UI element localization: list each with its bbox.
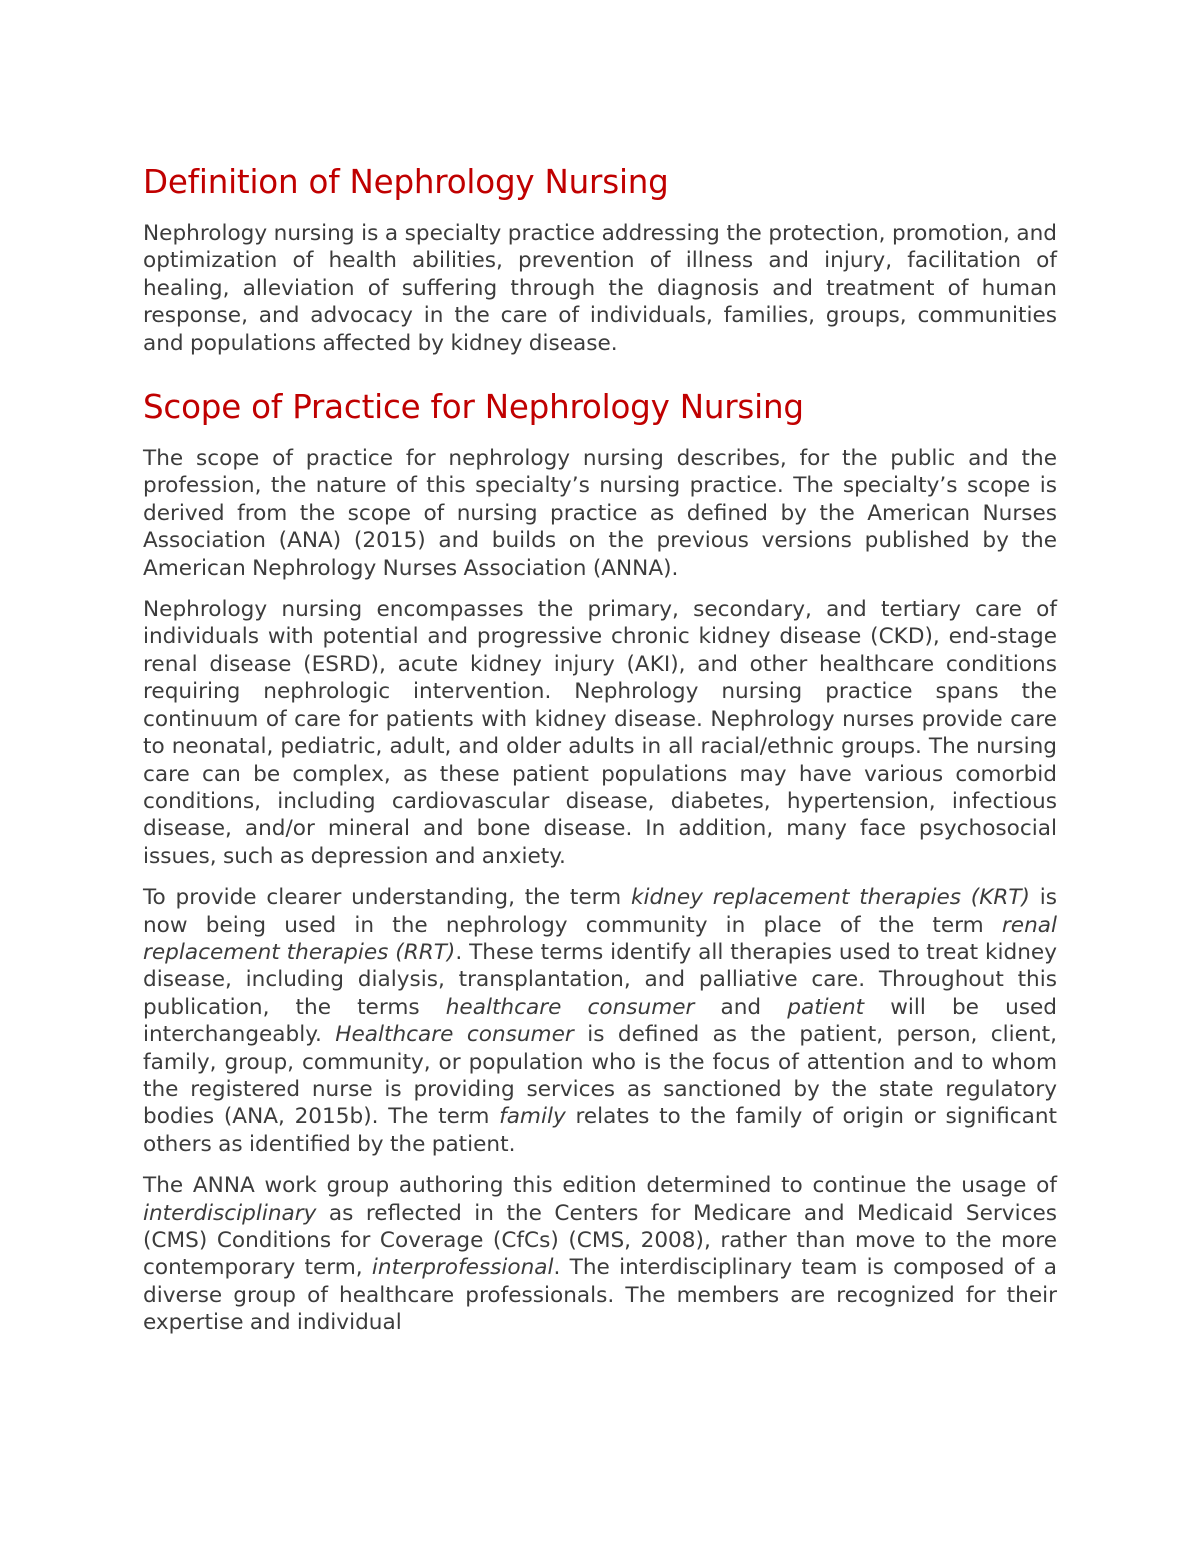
heading-scope: Scope of Practice for Nephrology Nursing bbox=[143, 388, 804, 427]
text-run: . These terms identify all therapies used to treat kidney disease, including dialysis, transplantation, and palliative care. Throughout this publication, the terms bbox=[143, 939, 1057, 1020]
document-body bbox=[143, 160, 1057, 1351]
term-krt: kidney replacement therapies (KRT) bbox=[630, 885, 1030, 911]
text-run: as reflected in the Centers for Medicare and Medicaid Services (CMS) Conditions for Coverage (CfCs) (CMS, 2008), rather than move to the more contemporary term, bbox=[143, 1200, 1057, 1281]
text-run: To provide clearer understanding, the term bbox=[143, 885, 631, 911]
paragraph-definition: Nephrology nursing is a specialty practice addressing the protection, promotion, and optimization of health abilities, prevention of illness and injury, facilitation of healing, alleviation of suffering through the diagnosis and treatment of human response, and advocacy in the care of individuals, families, groups, communities and populations affected by kidney disease. bbox=[143, 221, 1057, 356]
text-run: and bbox=[694, 994, 788, 1020]
term-healthcare-consumer-2: Healthcare consumer bbox=[335, 1022, 574, 1048]
heading-definition: Definition of Nephrology Nursing bbox=[143, 163, 669, 201]
term-family: family bbox=[499, 1104, 566, 1130]
term-healthcare-consumer: healthcare consumer bbox=[445, 994, 695, 1020]
text-run: is now being used in the nephrology community in place of the term bbox=[143, 885, 1057, 938]
text-run: The ANNA work group authoring this edition determined to continue the usage of bbox=[143, 1173, 1057, 1199]
paragraph-scope-3 bbox=[143, 884, 1057, 1158]
paragraph-scope-4 bbox=[143, 1172, 1057, 1336]
paragraph-scope-2: Nephrology nursing encompasses the primary, secondary, and tertiary care of individuals with potential and progressive chronic kidney disease (CKD), end-stage renal disease (ESRD), acute kidney injury (AKI), and other healthcare conditions requiring nephrologic intervention. Nephrology nursing practice spans the continuum of care for patients with kidney disease. Nephrology nurses provide care to neonatal, pediatric, adult, and older adults in all racial/ethnic groups. The nursing care can be complex, as these patient populations may have various comorbid conditions, including cardiovascular disease, diabetes, hypertension, infectious disease, and/or mineral and bone disease. In addition, many face psychosocial issues, such as depression and anxiety. bbox=[143, 597, 1057, 869]
text-run: is defined as the patient, person, client, family, group, community, or population who is the focus of attention and to whom the registered nurse is providing services as sanctioned by the state regulatory bodies (ANA, 2015b). The term bbox=[143, 1022, 1057, 1130]
term-rrt: renal replacement therapies (RRT) bbox=[143, 912, 1057, 965]
term-patient: patient bbox=[787, 994, 865, 1020]
term-interprofessional: interprofessional bbox=[371, 1255, 554, 1281]
text-run: relates to the family of origin or significant others as identified by the patient. bbox=[143, 1104, 1057, 1157]
text-run: will be used interchangeably. bbox=[143, 994, 1058, 1048]
term-interdisciplinary: interdisciplinary bbox=[143, 1200, 317, 1226]
paragraph-scope-1: The scope of practice for nephrology nursing describes, for the public and the profession, the nature of this specialty’s nursing practice. The specialty’s scope is derived from the scope of nursing practice as defined by the American Nurses Association (ANA) (2015) and builds on the previous versions published by the American Nephrology Nurses Association (ANNA). bbox=[143, 446, 1057, 581]
text-run: . The interdisciplinary team is composed of a diverse group of healthcare professionals. The members are recognized for their expertise and individual bbox=[143, 1255, 1057, 1336]
